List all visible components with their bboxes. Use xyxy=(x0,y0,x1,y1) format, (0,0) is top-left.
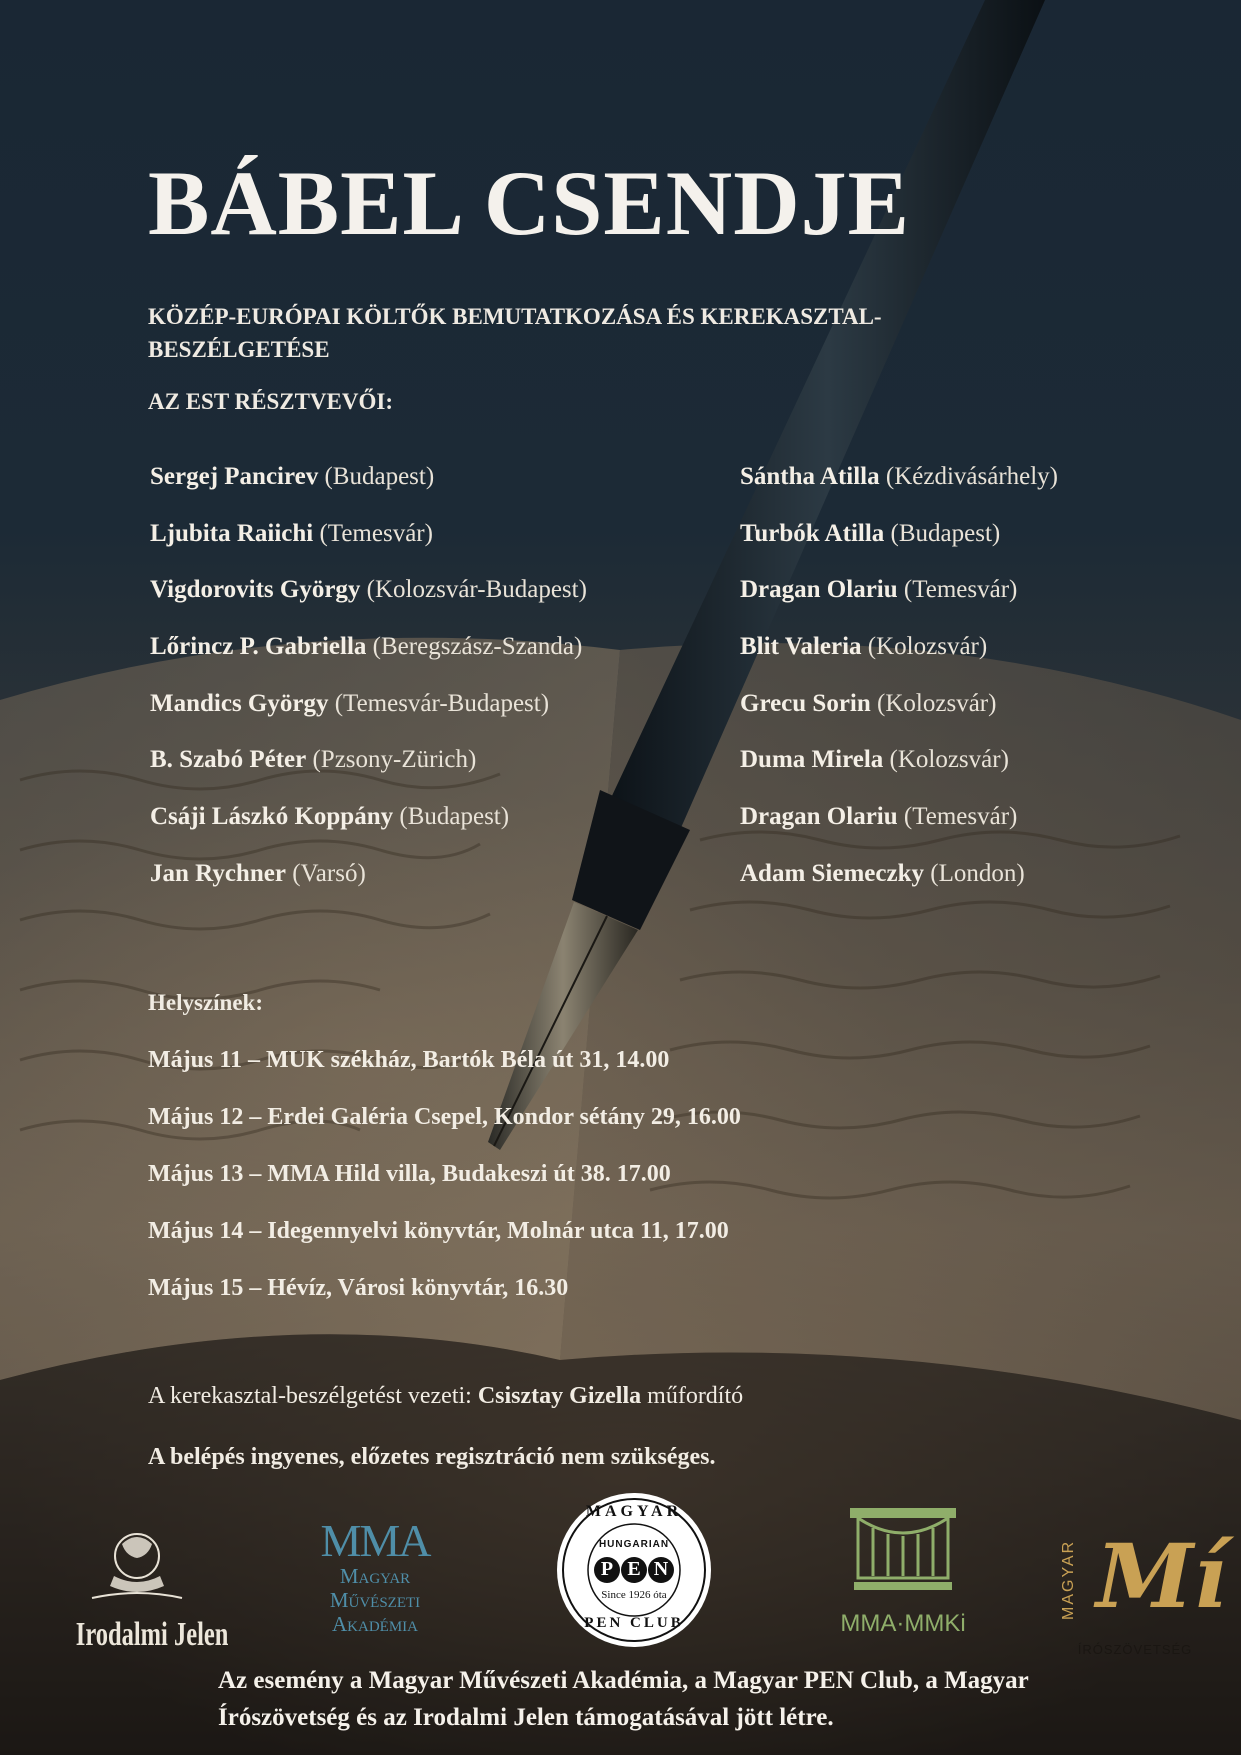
participant-name: Duma Mirela xyxy=(740,746,884,774)
participant xyxy=(740,798,1058,855)
venue-item: Május 14 – Idegennyelvi könyvtár, Molnár utca 11, 17.00 xyxy=(148,1218,729,1244)
participant-city: (Temesvár) xyxy=(903,576,1018,604)
participant-name: Lőrincz P. Gabriella xyxy=(150,633,367,661)
iroszovetseg-logo xyxy=(1052,1524,1227,1660)
crest-icon xyxy=(52,1528,222,1608)
venue-item: Május 13 – MMA Hild villa, Budakeszi út 38. 17.00 xyxy=(148,1161,671,1187)
venue-list xyxy=(148,1042,741,1327)
participant-city: (Beregszász-Szanda) xyxy=(372,633,583,661)
mma-line1: Magyar xyxy=(339,1564,411,1588)
moderator-line xyxy=(148,1383,743,1410)
pen-bottom-text: PEN CLUB xyxy=(584,1615,684,1631)
mma-logo xyxy=(300,1515,450,1648)
iroszovetseg-mark: Mí xyxy=(1096,1524,1227,1628)
participant-city: (Kolozsvár) xyxy=(889,746,1009,774)
column-capital-icon xyxy=(818,1506,988,1604)
participant xyxy=(740,628,1058,685)
venues-heading: Helyszínek: xyxy=(148,990,263,1015)
participants-right-column xyxy=(740,458,1058,912)
participant-name: Grecu Sorin xyxy=(740,689,871,717)
participant-name: Ljubita Raiichi xyxy=(150,519,314,547)
participant xyxy=(740,741,1058,798)
participants-heading: AZ EST RÉSZTVEVŐI: xyxy=(148,389,393,414)
participant-name: Sántha Atilla xyxy=(740,463,880,490)
mmaki-wordmark: MMA·MMKi xyxy=(840,1610,966,1637)
participant-city: (Kolozsvár) xyxy=(867,633,988,661)
participant-city: (Budapest) xyxy=(399,803,510,831)
participant-name: B. Szabó Péter xyxy=(150,746,307,774)
footer-credits: Az esemény a Magyar Művészeti Akadémia, a Magyar PEN Club, a Magyar Írószövetség és az Irodalmi Jelen támogatásával jött létre. xyxy=(218,1667,1029,1731)
participant xyxy=(740,571,1058,628)
participant xyxy=(150,628,587,685)
participant xyxy=(740,855,1058,912)
pen-club-logo xyxy=(555,1491,713,1649)
venue-item: Május 11 – MUK székház, Bartók Béla út 31, 14.00 xyxy=(148,1047,670,1073)
participant xyxy=(150,571,587,628)
participant-name: Csáji Lászkó Koppány xyxy=(150,803,394,831)
participant xyxy=(150,798,587,855)
mmaki-logo xyxy=(818,1506,988,1646)
participant-city: (Kézdivásárhely) xyxy=(885,463,1059,490)
participant-city: (Kolozsvár-Budapest) xyxy=(366,576,587,604)
participant xyxy=(150,855,587,912)
page-title: BÁBEL CSENDJE xyxy=(148,152,911,254)
pen-since-text: Since 1926 óta xyxy=(601,1589,667,1601)
entry-note: A belépés ingyenes, előzetes regisztráció nem szükséges. xyxy=(148,1444,716,1470)
participant-city: (Varsó) xyxy=(292,859,366,887)
irodalmi-jelen-logo xyxy=(52,1528,229,1668)
participants-left-column xyxy=(150,458,587,912)
participant xyxy=(740,458,1058,515)
venue-item: Május 12 – Erdei Galéria Csepel, Kondor sétány 29, 16.00 xyxy=(148,1104,741,1130)
iroszovetseg-bottom-text: ÍRÓSZÖVETSÉG xyxy=(1077,1642,1193,1657)
participant xyxy=(740,685,1058,742)
participant-city: (Kolozsvár) xyxy=(877,689,997,717)
pen-hungarian-text: HUNGARIAN xyxy=(598,1539,670,1550)
pen-letter-p: P xyxy=(600,1558,614,1580)
participant xyxy=(150,458,587,515)
participant-city: (Temesvár-Budapest) xyxy=(334,689,550,717)
participant-name: Mandics György xyxy=(150,689,329,717)
participant-name: Dragan Olariu xyxy=(740,576,898,604)
mma-line3: Akadémia xyxy=(332,1612,418,1636)
pen-letter-e: E xyxy=(627,1558,641,1580)
participant xyxy=(740,515,1058,572)
participant-name: Dragan Olariu xyxy=(740,803,898,831)
iroszovetseg-vertical-text: MAGYAR xyxy=(1060,1539,1077,1620)
participant-city: (London) xyxy=(930,859,1025,887)
participant-city: (Temesvár) xyxy=(319,519,433,547)
mma-line2: Művészeti xyxy=(329,1588,421,1612)
participant-city: (Budapest) xyxy=(890,519,1001,547)
participant-name: Adam Siemeczky xyxy=(740,859,924,887)
venue-item: Május 15 – Hévíz, Városi könyvtár, 16.30 xyxy=(148,1275,569,1301)
participant-city: (Pzsony-Zürich) xyxy=(312,746,477,774)
irodalmi-jelen-wordmark: Irodalmi Jelen xyxy=(75,1616,229,1653)
participant xyxy=(150,515,587,572)
moderator-name: Csisztay Gizella xyxy=(477,1383,642,1409)
participant-name: Vigdorovits György xyxy=(150,576,361,604)
participant-city: (Temesvár) xyxy=(903,803,1018,831)
participant-city: (Budapest) xyxy=(324,463,435,490)
pen-letter-n: N xyxy=(653,1558,669,1580)
participant-name: Blit Valeria xyxy=(740,633,862,661)
mma-mark: MMA xyxy=(320,1515,430,1566)
participant xyxy=(150,741,587,798)
participant-name: Jan Rychner xyxy=(150,859,286,887)
participant-name: Turbók Atilla xyxy=(740,519,885,547)
subtitle: KÖZÉP-EURÓPAI KÖLTŐK BEMUTATKOZÁSA ÉS KEREKASZTAL-BESZÉLGETÉSE xyxy=(148,304,882,362)
participant xyxy=(150,685,587,742)
moderator-suffix: műfordító xyxy=(641,1383,744,1409)
pen-top-text: MAGYAR xyxy=(585,1503,683,1520)
moderator-prefix: A kerekasztal-beszélgetést vezeti: xyxy=(148,1383,478,1409)
participant-name: Sergej Pancirev xyxy=(150,463,319,490)
